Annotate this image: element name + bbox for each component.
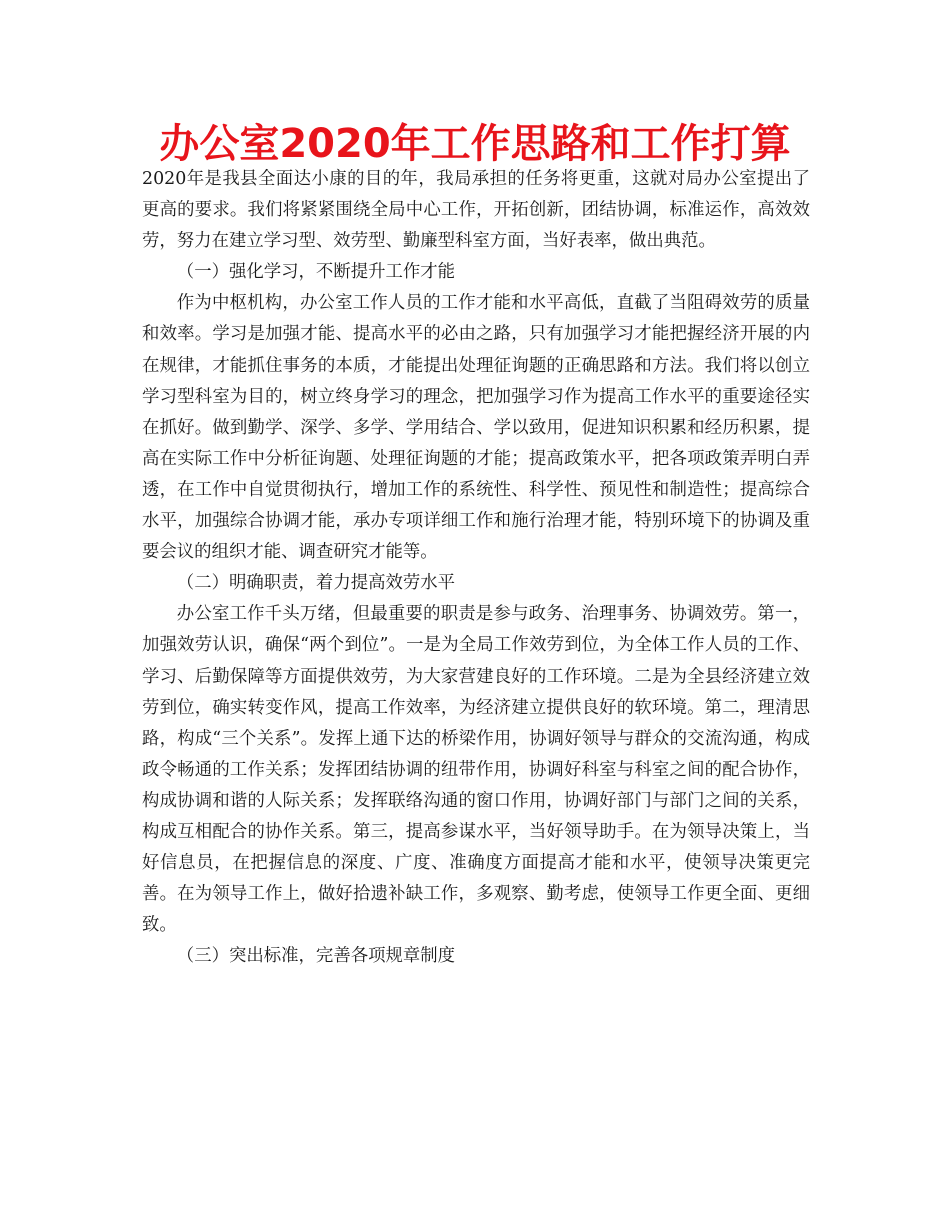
section-heading-2: （二）明确职责，着力提高效劳水平 <box>176 573 456 594</box>
document-title: 办公室2020年工作思路和工作打算 <box>159 121 791 167</box>
section-heading-3: （三）突出标准，完善各项规章制度 <box>176 946 456 967</box>
section-body-1: 作为中枢机构，办公室工作人员的工作才能和水平高低，直截了当阻碍效劳的质量和效率。学习是加强才能、提高水平的必由之路，只有加强学习才能把握经济开展的内在规律，才能抓住事务的本质，才能提出处理征询题的正确思路和方法。我们将以创立学习型科室为目的，树立终身学习的理念，把加强学习作为提高工作水平的重要途径实在抓好。做到勤学、深学、多学、学用结合、学以致用，促进知识积累和经历积累，提高在实际工作中分析征询题、处理征询题的才能；提高政策水平，把各项政策弄明白弄透，在工作中自觉贯彻执行，增加工作的系统性、科学性、预见性和制造性；提高综合水平，加强综合协调才能，承办专项详细工作和施行治理才能，特别环境下的协调及重要会议的组织才能、调查研究才能等。 <box>142 293 810 563</box>
section-body-2: 办公室工作千头万绪，但最重要的职责是参与政务、治理事务、协调效劳。第一，加强效劳认识，确保“两个到位”。一是为全局工作效劳到位，为全体工作人员的工作、学习、后勤保障等方面提供效劳，为大家营建良好的工作环境。二是为全县经济建立效劳到位，确实转变作风，提高工作效率，为经济建立提供良好的软环境。第二，理清思路，构成“三个关系”。发挥上通下达的桥梁作用，协调好领导与群众的交流沟通，构成政令畅通的工作关系；发挥团结协调的纽带作用，协调好科室与科室之间的配合协作，构成协调和谐的人际关系；发挥联络沟通的窗口作用，协调好部门与部门之间的关系，构成互相配合的协作关系。第三，提高参谋水平，当好领导助手。在为领导决策上，当好信息员，在把握信息的深度、广度、准确度方面提高才能和水平，使领导决策更完善。在为领导工作上，做好拾遗补缺工作，多观察、勤考虑，使领导工作更全面、更细致。 <box>142 604 810 936</box>
intro-paragraph: 2020年是我县全面达小康的目的年，我局承担的任务将更重，这就对局办公室提出了更高的要求。我们将紧紧围绕全局中心工作，开拓创新，团结协调，标准运作，高效效劳，努力在建立学习型、效劳型、勤廉型科室方面，当好表率，做出典范。 <box>142 169 810 252</box>
section-heading-1: （一）强化学习，不断提升工作才能 <box>176 262 456 283</box>
document-body <box>142 164 810 972</box>
